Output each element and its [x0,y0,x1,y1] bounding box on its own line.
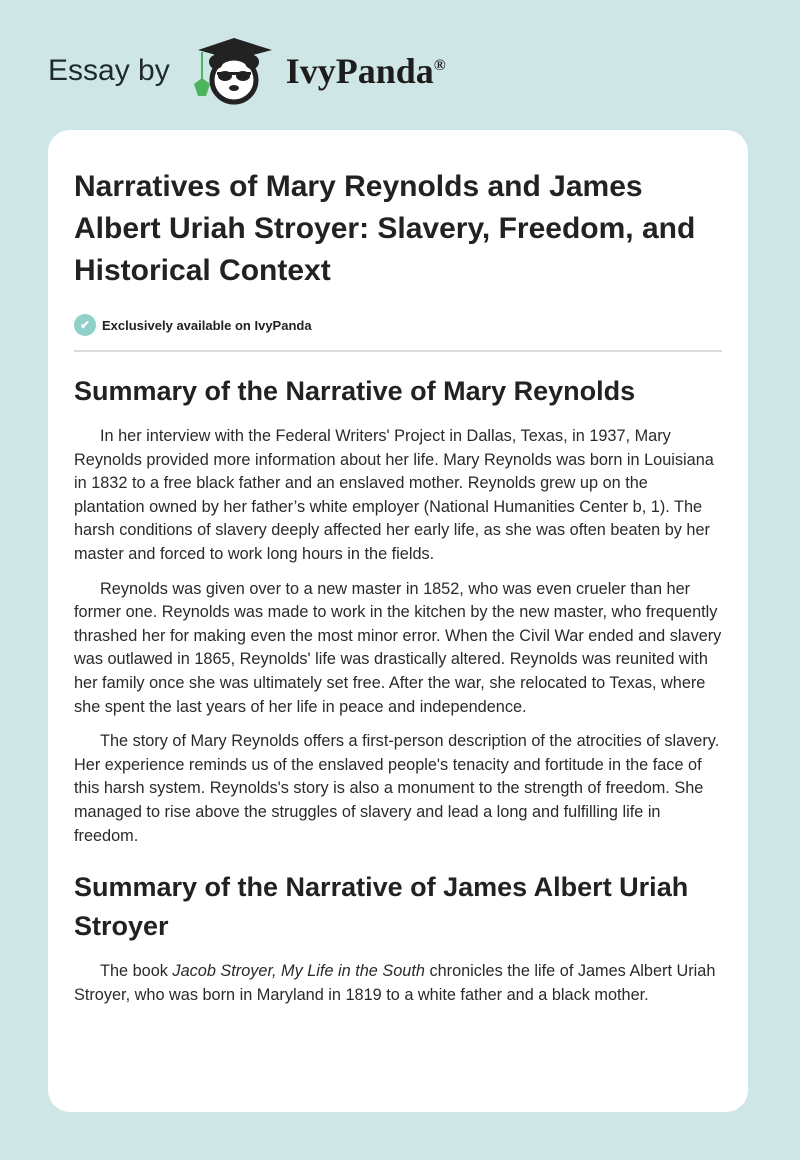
divider [74,350,722,352]
essay-card [48,130,748,1112]
check-icon: ✔ [74,314,96,336]
book-title: Jacob Stroyer, My Life in the South [172,962,425,981]
exclusive-label: Exclusively available on IvyPanda [102,317,312,333]
paragraph: The story of Mary Reynolds offers a first-person description of the atrocities of slavery. Her experience reminds us of the enslaved people's tenacity and fortitude in the face of this harsh system. Reynolds's story is also a monument to the strength of freedom. She managed to rise above the struggles of slavery and lead a long and fulfilling life in freedom. [74,732,720,845]
paragraph: The book Jacob Stroyer, My Life in the South chronicles the life of James Albert Uriah Stroyer, who was born in Maryland in 1819 to a white father and a black mother. [74,962,716,1004]
section-heading: Summary of the Narrative of Mary Reynolds [74,376,636,406]
paragraph: Reynolds was given over to a new master in 1852, who was even crueler than her former one. Reynolds was made to work in the kitchen by the new master, who frequently thrashed her for making even the most minor error. When the Civil War ended and slavery was outlawed in 1865, Reynolds' life was drastically altered. Reynolds was reunited with her family once she was ultimately set free. After the war, she relocated to Texas, where she spent the last years of her life in peace and independence. [74,579,722,716]
page-title: Narratives of Mary Reynolds and James Albert Uriah Stroyer: Slavery, Freedom, and Historical Context [74,170,696,287]
paragraph: In her interview with the Federal Writers' Project in Dallas, Texas, in 1937, Mary Reynolds provided more information about her life. Mary Reynolds was born in Louisiana in 1832 to a free black father and an enslaved mother. Reynolds grew up on the plantation owned by her father’s white employer (National Humanities Center b, 1). The harsh conditions of slavery deeply affected her early life, as she was often beaten by her master and forced to work long hours in the fields. [74,427,714,563]
brand-header [48,36,446,106]
exclusive-badge [74,314,722,336]
ivypanda-wordmark: IvyPanda® [285,51,446,91]
section-heading: Summary of the Narrative of James Albert Uriah Stroyer [74,872,689,942]
ivypanda-logo-icon [190,36,278,106]
essay-by-label: Essay by [48,54,170,87]
